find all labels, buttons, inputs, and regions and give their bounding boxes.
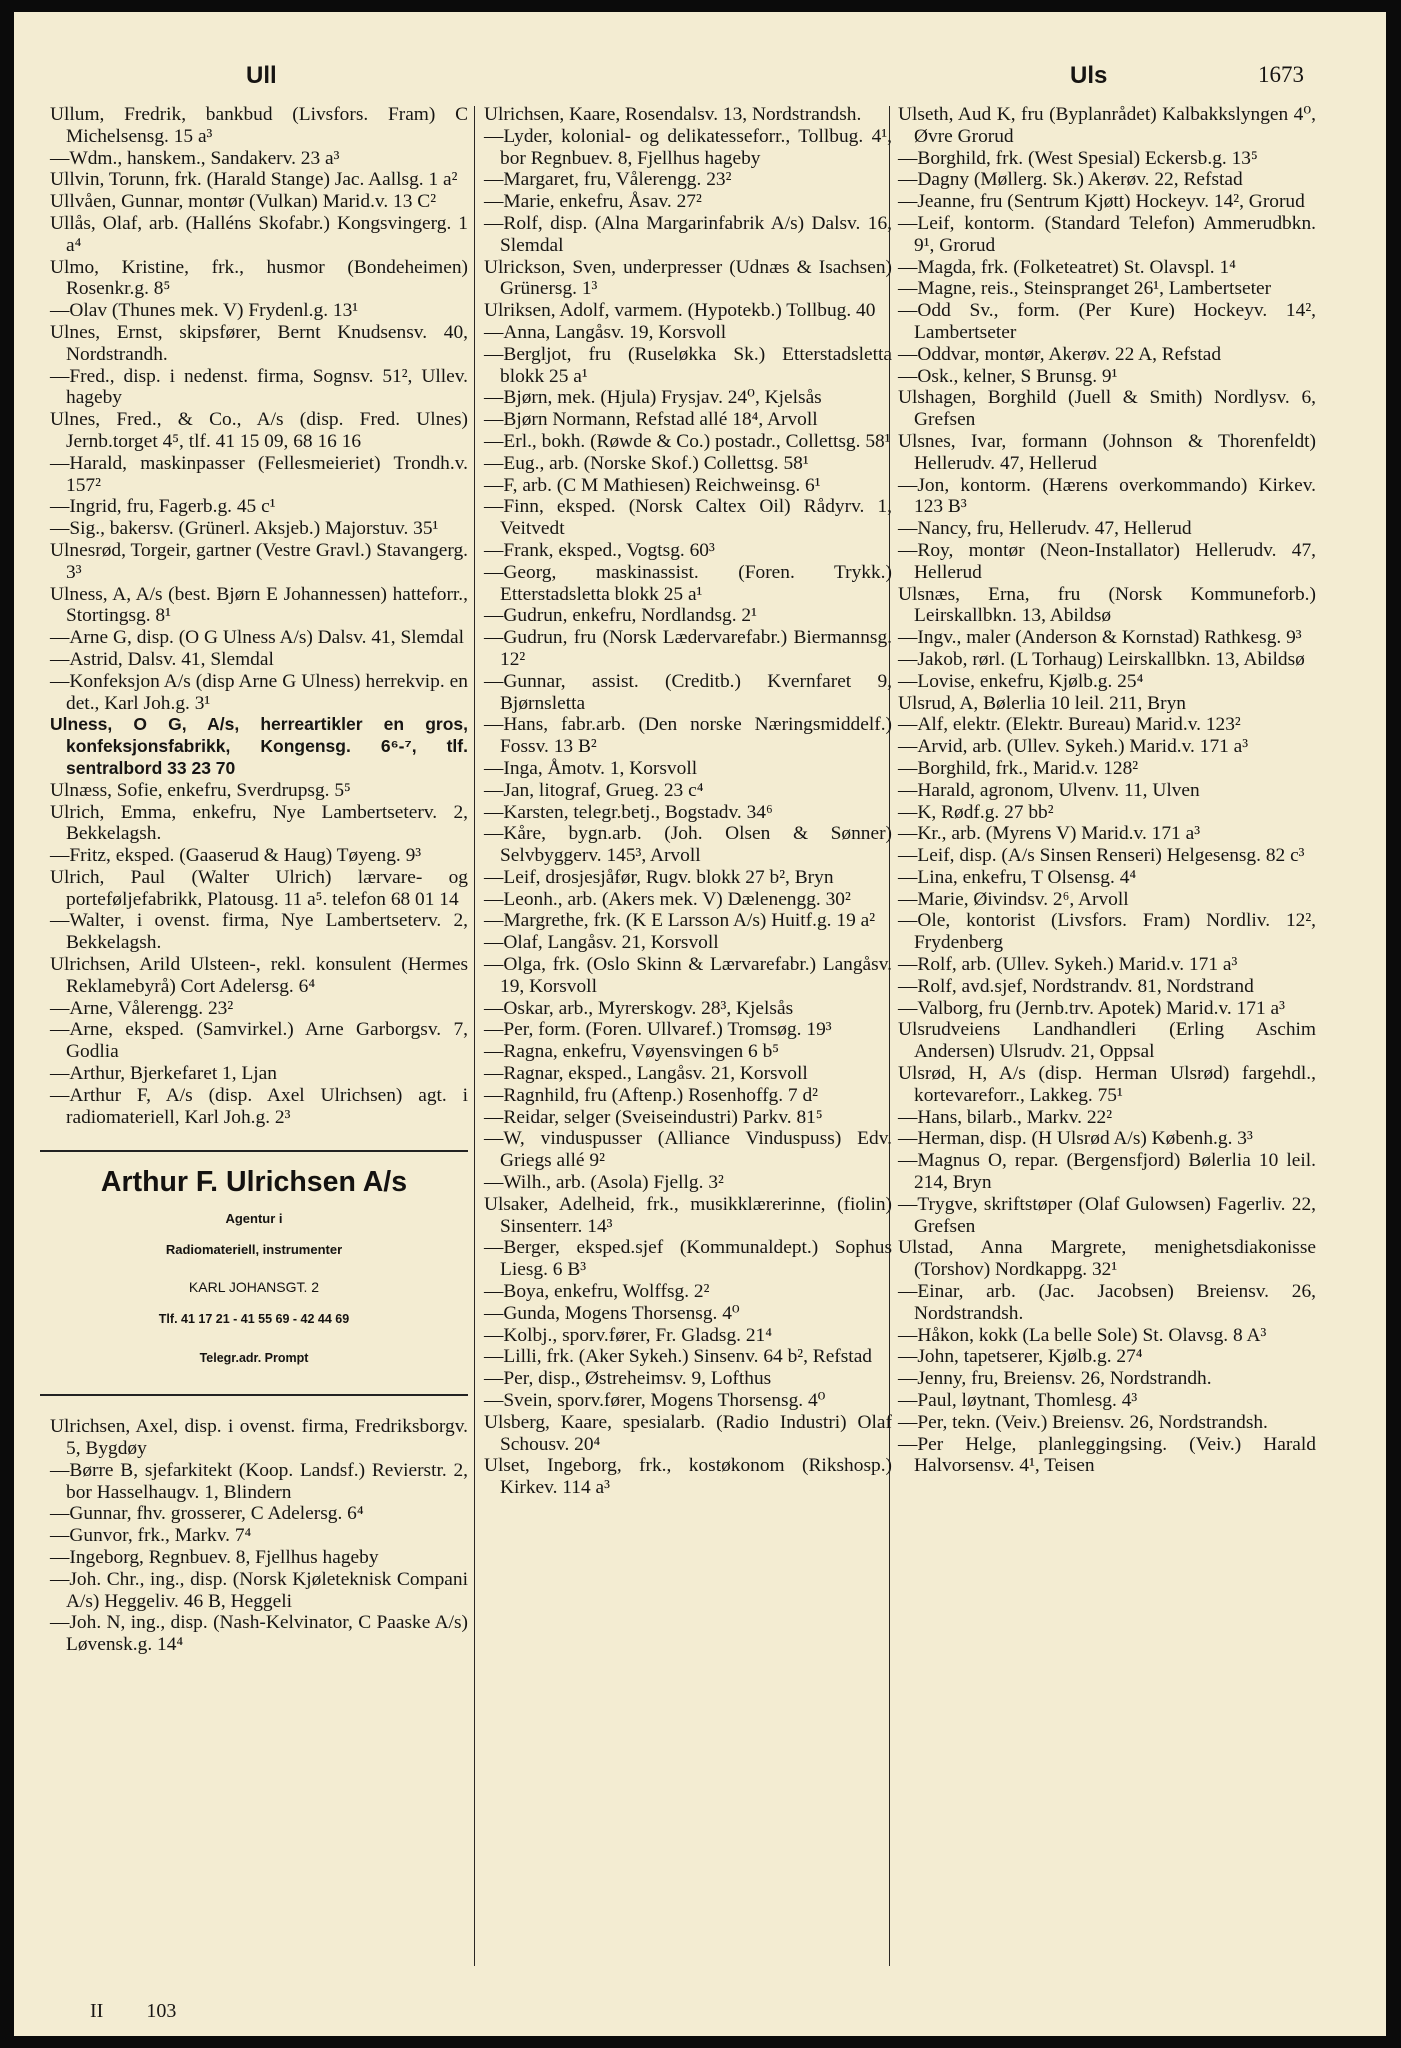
directory-entry: Ulnes, Ernst, skipsfører, Bernt Knudsensv. 40, Nordstrandh. bbox=[50, 321, 468, 365]
directory-entry: Ulnesrød, Torgeir, gartner (Vestre Gravl.) Stavangerg. 3³ bbox=[50, 539, 468, 583]
directory-entry: —Bjørn, mek. (Hjula) Frysjav. 24⁰, Kjelsås bbox=[484, 387, 822, 409]
directory-entry: Ulness, O G, A/s, herreartikler en gros, konfeksjonsfabrikk, Kongensg. 6⁶‑⁷, tlf. sentralbord 33 23 70 bbox=[50, 714, 468, 778]
header-right-guide-word: Uls bbox=[1070, 62, 1108, 89]
directory-entry: —Jenny, fru, Breiensv. 26, Nordstrandh. bbox=[898, 1368, 1212, 1390]
directory-entry: —Arne, Vålerengg. 23² bbox=[50, 997, 234, 1019]
page-header bbox=[14, 62, 1386, 98]
ad-line: Radiomateriell, instrumenter bbox=[165, 1242, 343, 1258]
directory-entry: Ullvåen, Gunnar, montør (Vulkan) Marid.v. 13 C² bbox=[50, 191, 437, 213]
directory-entry: —Per, disp., Østreheimsv. 9, Lofthus bbox=[484, 1368, 772, 1390]
directory-entry: Ullum, Fredrik, bankbud (Livsfors. Fram) C Michelsensg. 15 a³ bbox=[50, 104, 468, 147]
directory-entry: —Rolf, disp. (Alna Margarinfabrik A/s) Dalsv. 16, Slemdal bbox=[484, 212, 892, 256]
directory-entry: —Per Helge, planleggingsing. (Veiv.) Harald Halvorsensv. 4¹, Teisen bbox=[898, 1433, 1316, 1477]
directory-entry: —Anna, Langåsv. 19, Korsvoll bbox=[484, 321, 727, 343]
directory-entry: —Ragnar, eksped., Langåsv. 21, Korsvoll bbox=[484, 1063, 808, 1085]
directory-entry: —Børre B, sjefarkitekt (Koop. Landsf.) Revierstr. 2, bor Hasselhaugv. 1, Blindern bbox=[50, 1459, 468, 1503]
directory-entry: —Astrid, Dalsv. 41, Slemdal bbox=[50, 648, 274, 670]
directory-entry: —Olav (Thunes mek. V) Frydenl.g. 13¹ bbox=[50, 300, 359, 322]
directory-entry: —Bergljot, fru (Ruseløkka Sk.) Etterstadsletta blokk 25 a¹ bbox=[484, 343, 892, 387]
directory-entry: —Per, tekn. (Veiv.) Breiensv. 26, Nordstrandsh. bbox=[898, 1411, 1268, 1433]
ad-phones: Tlf. 41 17 21 - 41 55 69 - 42 44 69 bbox=[158, 1311, 350, 1326]
ad-title: Arthur F. Ulrichsen A/s bbox=[100, 1166, 408, 1199]
column-1 bbox=[50, 104, 468, 1656]
column-rule bbox=[474, 106, 475, 1966]
directory-entry: —Jakob, rørl. (L Torhaug) Leirskallbkn. 13, Abildsø bbox=[898, 648, 1305, 670]
directory-entry: Ulrichsen, Arild Ulsteen-, rekl. konsulent (Hermes Reklamebyrå) Cort Adelersg. 6⁴ bbox=[50, 954, 468, 997]
directory-entry: —Alf, elektr. (Elektr. Bureau) Marid.v. 123² bbox=[898, 714, 1241, 736]
directory-entry: —Rolf, avd.sjef, Nordstrandv. 81, Nordstrand bbox=[898, 975, 1254, 997]
directory-entry: Ulsaker, Adelheid, frk., musikklærerinne, (fiolin) Sinsenterr. 14³ bbox=[484, 1193, 892, 1237]
directory-entry: —Ragnhild, fru (Aftenp.) Rosenhoffg. 7 d² bbox=[484, 1084, 818, 1106]
directory-entry: —Georg, maskinassist. (Foren. Trykk.) Etterstadsletta blokk 25 a¹ bbox=[484, 561, 892, 605]
directory-entry: —Gunvor, frk., Markv. 7⁴ bbox=[50, 1525, 252, 1547]
directory-entry: —Leif, kontorm. (Standard Telefon) Ammerudbkn. 9¹, Grorud bbox=[898, 212, 1316, 256]
directory-entry: —Arvid, arb. (Ullev. Sykeh.) Marid.v. 171 a³ bbox=[898, 736, 1249, 758]
directory-entry: —Harald, agronom, Ulvenv. 11, Ulven bbox=[898, 779, 1200, 801]
ad-line: Agentur i bbox=[225, 1211, 283, 1227]
directory-entry: —Reidar, selger (Sveiseindustri) Parkv. 81⁵ bbox=[484, 1106, 823, 1128]
directory-entry: —Wdm., hanskem., Sandakerv. 23 a³ bbox=[50, 147, 340, 169]
directory-entry: Ulshagen, Borghild (Juell & Smith) Nordlysv. 6, Grefsen bbox=[898, 387, 1316, 431]
directory-entry: —Svein, sporv.fører, Mogens Thorsensg. 4⁰ bbox=[484, 1390, 826, 1412]
directory-entry: —Lyder, kolonial- og delikatesseforr., Tollbug. 4¹, bor Regnbuev. 8, Fjellhus hageby bbox=[484, 125, 892, 169]
directory-entry: Ulnes, Fred., & Co., A/s (disp. Fred. Ulnes) Jernb.torget 4⁵, tlf. 41 15 09, 68 16 16 bbox=[50, 409, 468, 452]
directory-entry: —Magnus O, repar. (Bergensfjord) Bølerlia 10 leil. 214, Bryn bbox=[898, 1150, 1316, 1194]
directory-entry: —Olaf, Langåsv. 21, Korsvoll bbox=[484, 932, 719, 954]
directory-entry: —Magne, reis., Steinspranget 26¹, Lambertseter bbox=[898, 278, 1272, 300]
footer-signature: II bbox=[90, 2000, 104, 2022]
page-footer bbox=[90, 2000, 214, 2023]
directory-entry: —Marie, enkefru, Åsav. 27² bbox=[484, 191, 702, 213]
directory-entry: Ulsnæs, Erna, fru (Norsk Kommuneforb.) Leirskallbkn. 13, Abildsø bbox=[898, 583, 1316, 627]
directory-entry: —Ragna, enkefru, Vøyensvingen 6 b⁵ bbox=[484, 1041, 780, 1063]
ad-telegram: Telegr.adr. Prompt bbox=[199, 1351, 309, 1366]
directory-entry: —Leonh., arb. (Akers mek. V) Dælenengg. 30² bbox=[484, 888, 851, 910]
directory-entry: —Ingv., maler (Anderson & Kornstad) Rathkesg. 9³ bbox=[898, 627, 1302, 649]
directory-entry: Ullås, Olaf, arb. (Halléns Skofabr.) Kongsvingerg. 1 a⁴ bbox=[50, 212, 468, 256]
directory-entry: —Håkon, kokk (La belle Sole) St. Olavsg. 8 A³ bbox=[898, 1324, 1267, 1346]
directory-entry: —Bjørn Normann, Refstad allé 18⁴, Arvoll bbox=[484, 409, 818, 431]
directory-entry: —Konfeksjon A/s (disp Arne G Ulness) herrekvip. en det., Karl Joh.g. 3¹ bbox=[50, 670, 468, 714]
directory-entry: —Odd Sv., form. (Per Kure) Hockeyv. 14², Lambertseter bbox=[898, 300, 1316, 343]
directory-entry: —Olga, frk. (Oslo Skinn & Lærvarefabr.) Langåsv. 19, Korsvoll bbox=[484, 954, 892, 997]
directory-entry: —W, vinduspusser (Alliance Vinduspuss) Edv. Griegs allé 9² bbox=[484, 1128, 892, 1172]
directory-entry: —Ingeborg, Regnbuev. 8, Fjellhus hageby bbox=[50, 1547, 379, 1569]
column-3 bbox=[898, 104, 1316, 1477]
directory-entry: —Kolbj., sporv.fører, Fr. Gladsg. 21⁴ bbox=[484, 1324, 773, 1346]
directory-entry: —Paul, løytnant, Thomlesg. 4³ bbox=[898, 1390, 1138, 1412]
directory-entry: —Sig., bakersv. (Grünerl. Aksjeb.) Majorstuv. 35¹ bbox=[50, 518, 439, 540]
directory-entry: —Lovise, enkefru, Kjølb.g. 25⁴ bbox=[898, 670, 1144, 692]
directory-entry: —Gunnar, fhv. grosserer, C Adelersg. 6⁴ bbox=[50, 1503, 364, 1525]
directory-entry: Ulsrudveiens Landhandleri (Erling Aschim Andersen) Ulsrudv. 21, Oppsal bbox=[898, 1019, 1316, 1063]
directory-entry: —Boya, enkefru, Wolffsg. 2² bbox=[484, 1281, 710, 1303]
directory-entry: Ulriksen, Adolf, varmem. (Hypotekb.) Tollbug. 40 bbox=[484, 300, 876, 322]
directory-entry: —Dagny (Møllerg. Sk.) Akerøv. 22, Refstad bbox=[898, 169, 1243, 191]
footer-number: 103 bbox=[146, 2000, 177, 2022]
directory-entry: —Valborg, fru (Jernb.trv. Apotek) Marid.v. 171 a³ bbox=[898, 997, 1285, 1019]
directory-entry: —Jeanne, fru (Sentrum Kjøtt) Hockeyv. 14², Grorud bbox=[898, 191, 1305, 213]
directory-entry: —Borghild, frk. (West Spesial) Eckersb.g. 13⁵ bbox=[898, 147, 1258, 169]
directory-entry: —Finn, eksped. (Norsk Caltex Oil) Rådyrv. 1, Veitvedt bbox=[484, 496, 892, 540]
directory-entry: —Einar, arb. (Jac. Jacobsen) Breiensv. 26, Nordstrandsh. bbox=[898, 1281, 1316, 1324]
directory-entry: —Kåre, bygn.arb. (Joh. Olsen & Sønner) Selvbyggerv. 145³, Arvoll bbox=[484, 823, 892, 867]
directory-entry: —Harald, maskinpasser (Fellesmeieriet) Trondh.v. 157² bbox=[50, 452, 468, 496]
directory-entry: —Wilh., arb. (Asola) Fjellg. 3² bbox=[484, 1172, 724, 1194]
column-2 bbox=[484, 104, 892, 1499]
directory-entry: Ulrichsen, Kaare, Rosendalsv. 13, Nordstrandsh. bbox=[484, 104, 862, 125]
directory-entry: —Borghild, frk., Marid.v. 128² bbox=[898, 757, 1139, 779]
directory-entry: —Gunnar, assist. (Creditb.) Kvernfaret 9, Bjørnsletta bbox=[484, 670, 892, 714]
directory-entry: Ulstad, Anna Margrete, menighetsdiakonisse (Torshov) Nordkappg. 32¹ bbox=[898, 1237, 1316, 1281]
directory-entry: —Hans, fabr.arb. (Den norske Næringsmiddelf.) Fossv. 13 B² bbox=[484, 714, 892, 758]
page-number: 1673 bbox=[1258, 62, 1304, 87]
directory-entry: —Margrethe, frk. (K E Larsson A/s) Huitf.g. 19 a² bbox=[484, 910, 876, 932]
directory-entry: Ulseth, Aud K, fru (Byplanrådet) Kalbakkslyngen 4⁰, Øvre Grorud bbox=[898, 104, 1316, 147]
directory-entry: Ulrickson, Sven, underpresser (Udnæs & Isachsen) Grünersg. 1³ bbox=[484, 256, 892, 300]
directory-entry: —Joh. Chr., ing., disp. (Norsk Kjøleteknisk Compani A/s) Heggeliv. 46 B, Heggeli bbox=[50, 1568, 468, 1612]
directory-entry: Ulsrød, H, A/s (disp. Herman Ulsrød) fargehdl., kortevareforr., Lakkeg. 75¹ bbox=[898, 1063, 1316, 1106]
directory-entry: —Gudrun, enkefru, Nordlandsg. 2¹ bbox=[484, 605, 757, 627]
directory-entry: —Fritz, eksped. (Gaaserud & Haug) Tøyeng. 9³ bbox=[50, 845, 422, 867]
directory-entry: —K, Rødf.g. 27 bb² bbox=[898, 801, 1054, 823]
directory-entry: —Leif, disp. (A/s Sinsen Renseri) Helgesensg. 82 c³ bbox=[898, 845, 1305, 867]
directory-entry: —Karsten, telegr.betj., Bogstadv. 34⁶ bbox=[484, 801, 773, 823]
directory-entry: —Magda, frk. (Folketeatret) St. Olavspl. 1⁴ bbox=[898, 256, 1236, 278]
directory-entry: Ulnæss, Sofie, enkefru, Sverdrupsg. 5⁵ bbox=[50, 779, 351, 801]
directory-entry: —Trygve, skriftstøper (Olaf Gulowsen) Fagerliv. 22, Grefsen bbox=[898, 1193, 1316, 1237]
directory-entry: Ulset, Ingeborg, frk., kostøkonom (Rikshosp.) Kirkev. 114 a³ bbox=[484, 1455, 892, 1499]
directory-entry: Ulrichsen, Axel, disp. i ovenst. firma, Fredriksborgv. 5, Bygdøy bbox=[50, 1416, 468, 1460]
directory-entry: —Nancy, fru, Hellerudv. 47, Hellerud bbox=[898, 518, 1192, 540]
directory-entry: Ullvin, Torunn, frk. (Harald Stange) Jac. Aallsg. 1 a² bbox=[50, 169, 458, 191]
directory-entry: —Arthur, Bjerkefaret 1, Ljan bbox=[50, 1063, 277, 1085]
directory-entry: —Marie, Øivindsv. 2⁶, Arvoll bbox=[898, 888, 1129, 910]
advertisement bbox=[40, 1150, 468, 1396]
directory-entry: —Joh. N, ing., disp. (Nash-Kelvinator, C Paaske A/s) Løvensk.g. 14⁴ bbox=[50, 1612, 468, 1656]
directory-entry: —Eug., arb. (Norske Skof.) Collettsg. 58¹ bbox=[484, 452, 809, 474]
header-left-guide-word: Ull bbox=[246, 62, 277, 89]
directory-entry: —Arne, eksped. (Samvirkel.) Arne Garborgsv. 7, Godlia bbox=[50, 1019, 468, 1063]
directory-entry: —Oskar, arb., Myrerskogv. 28³, Kjelsås bbox=[484, 997, 794, 1019]
directory-entry: —Jan, litograf, Grueg. 23 c⁴ bbox=[484, 779, 704, 801]
directory-entry: —Per, form. (Foren. Ullvaref.) Tromsøg. 19³ bbox=[484, 1019, 832, 1041]
directory-entry: —Fred., disp. i nedenst. firma, Sognsv. 51², Ullev. hageby bbox=[50, 365, 468, 409]
directory-entry: —Rolf, arb. (Ullev. Sykeh.) Marid.v. 171 a³ bbox=[898, 954, 1238, 976]
directory-page bbox=[14, 12, 1386, 2036]
directory-entry: —F, arb. (C M Mathiesen) Reichweinsg. 6¹ bbox=[484, 474, 821, 496]
directory-entry: —Ingrid, fru, Fagerb.g. 45 c¹ bbox=[50, 496, 276, 518]
directory-entry: —Frank, eksped., Vogtsg. 60³ bbox=[484, 539, 715, 561]
ad-address: KARL JOHANSGT. 2 bbox=[188, 1278, 320, 1295]
directory-entry: —Erl., bokh. (Røwde & Co.) postadr., Collettsg. 58¹ bbox=[484, 430, 891, 452]
directory-entry: —Leif, drosjesjåfør, Rugv. blokk 27 b², Bryn bbox=[484, 866, 834, 888]
directory-entry: —Walter, i ovenst. firma, Nye Lambertseterv. 2, Bekkelagsh. bbox=[50, 910, 468, 954]
directory-entry: —Inga, Åmotv. 1, Korsvoll bbox=[484, 757, 698, 779]
directory-entry: —Oddvar, montør, Akerøv. 22 A, Refstad bbox=[898, 343, 1222, 365]
column-1-entries-after-ad bbox=[50, 1416, 468, 1656]
directory-entry: —Margaret, fru, Vålerengg. 23² bbox=[484, 169, 732, 191]
directory-entry: —Gunda, Mogens Thorsensg. 4⁰ bbox=[484, 1302, 740, 1324]
directory-entry: —Hans, bilarb., Markv. 22² bbox=[898, 1106, 1113, 1128]
directory-entry: —Kr., arb. (Myrens V) Marid.v. 171 a³ bbox=[898, 823, 1201, 845]
directory-entry: Ulrich, Paul (Walter Ulrich) lærvare- og porteføljefabrikk, Platousg. 11 a⁵. telefon 68 01 14 bbox=[50, 866, 468, 910]
directory-entry: —Herman, disp. (H Ulsrød A/s) Københ.g. 3³ bbox=[898, 1128, 1253, 1150]
column-1-entries bbox=[50, 104, 468, 1128]
directory-entry: Ulmo, Kristine, frk., husmor (Bondeheimen) Rosenkr.g. 8⁵ bbox=[50, 256, 468, 300]
directory-entry: —Osk., kelner, S Brunsg. 9¹ bbox=[898, 365, 1118, 387]
directory-entry: —Lina, enkefru, T Olsensg. 4⁴ bbox=[898, 866, 1137, 888]
directory-entry: Ulness, A, A/s (best. Bjørn E Johannessen) hatteforr., Stortingsg. 8¹ bbox=[50, 583, 468, 627]
directory-entry: —John, tapetserer, Kjølb.g. 27⁴ bbox=[898, 1346, 1143, 1368]
directory-entry: —Arne G, disp. (O G Ulness A/s) Dalsv. 41, Slemdal bbox=[50, 627, 464, 649]
directory-entry: —Roy, montør (Neon-Installator) Hellerudv. 47, Hellerud bbox=[898, 539, 1316, 583]
directory-entry: —Lilli, frk. (Aker Sykeh.) Sinsenv. 64 b², Refstad bbox=[484, 1346, 873, 1368]
directory-entry: —Ole, kontorist (Livsfors. Fram) Nordliv. 12², Frydenberg bbox=[898, 910, 1316, 954]
directory-entry: —Gudrun, fru (Norsk Lædervarefabr.) Biermannsg. 12² bbox=[484, 627, 892, 670]
directory-entry: —Jon, kontorm. (Hærens overkommando) Kirkev. 123 B³ bbox=[898, 474, 1316, 518]
directory-entry: Ulsrud, A, Bølerlia 10 leil. 211, Bryn bbox=[898, 692, 1186, 714]
directory-entry: Ulsberg, Kaare, spesialarb. (Radio Industri) Olaf Schousv. 20⁴ bbox=[484, 1411, 892, 1455]
directory-entry: —Arthur F, A/s (disp. Axel Ulrichsen) agt. i radiomateriell, Karl Joh.g. 2³ bbox=[50, 1084, 468, 1128]
directory-entry: —Berger, eksped.sjef (Kommunaldept.) Sophus Liesg. 6 B³ bbox=[484, 1237, 892, 1281]
directory-entry: Ulrich, Emma, enkefru, Nye Lambertseterv. 2, Bekkelagsh. bbox=[50, 801, 468, 845]
directory-entry: Ulsnes, Ivar, formann (Johnson & Thorenfeldt) Hellerudv. 47, Hellerud bbox=[898, 430, 1316, 474]
